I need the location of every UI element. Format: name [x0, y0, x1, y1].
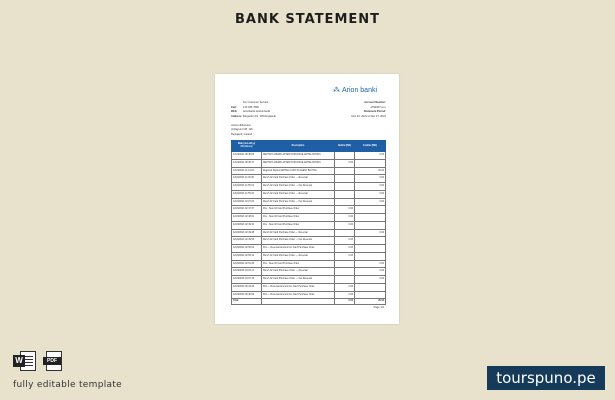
cell-date: 12/24/2021 02:49:53 [232, 237, 262, 245]
cell-description: DEPOSIT AWARD AFTER PURCHASE AIRTEL BONUS [262, 159, 335, 167]
table-row [232, 283, 386, 291]
cell-credit: 0.00 [355, 276, 386, 284]
cell-credit: 0.00 [355, 260, 386, 268]
cell-description: Merch 02 Card Purchase Order — Reversal [262, 175, 335, 183]
cell-credit: 0.00 [355, 190, 386, 198]
cell-description: Pos — Reversal Amount For Card Purchase Order [262, 283, 335, 291]
table-row [232, 260, 386, 268]
bank-logo-text: Arion banki [342, 87, 378, 94]
cell-credit [355, 245, 386, 253]
table-row [232, 276, 386, 284]
column-header-credits: Credits (ISK) [355, 141, 386, 152]
table-row [232, 268, 386, 276]
cell-description: Pos - New 02 Card Purchase Order [262, 206, 335, 214]
total-debit: 0.00 [335, 299, 355, 305]
table-row [232, 291, 386, 299]
cell-description: Regional Deposit AIRTEL CASH IN AGENT BUYING [262, 167, 335, 175]
table-row [232, 221, 386, 229]
cell-debit [335, 229, 355, 237]
customer-address [231, 124, 253, 137]
cell-description: Merch 02 Card Purchase Order — Reversal [262, 190, 335, 198]
cell-description: Pos - New 02 Card Purchase Order [262, 260, 335, 268]
cell-credit [355, 291, 386, 299]
word-file-icon: W [13, 350, 37, 372]
cell-debit [335, 276, 355, 284]
cell-date: 12/24/2021 02:50:02 [232, 245, 262, 253]
cell-credit: 20.00 [355, 167, 386, 175]
table-row [232, 167, 386, 175]
address-line: Reykjavík, Iceland [231, 132, 253, 136]
table-row [232, 175, 386, 183]
cell-debit [335, 167, 355, 175]
pdf-file-icon: PDF [43, 350, 63, 372]
cell-date: 12/24/2021 02:51:36 [232, 260, 262, 268]
cell-date: 12/24/2021 02:49:10 [232, 221, 262, 229]
cell-credit [355, 214, 386, 222]
cell-debit [335, 183, 355, 191]
table-total-row [232, 299, 386, 305]
table-row [232, 252, 386, 260]
cell-description: Pos — Reversal Amount For Card Purchase Order [262, 245, 335, 253]
bank-logo [333, 86, 377, 94]
cell-date: 12/24/2021 11:55:43 [232, 190, 262, 198]
account-info [352, 101, 386, 119]
cell-credit [355, 283, 386, 291]
cell-date: 12/24/2021 02:07:24 [232, 198, 262, 206]
cell-description: Merch 02 Card Purchase Order — Reversal [262, 229, 335, 237]
cell-date: 12/24/2021 11:55:24 [232, 183, 262, 191]
cell-date: 12/24/2021 03:04:17 [232, 268, 262, 276]
cell-date: 12/24/2021 11:49:30 [232, 175, 262, 183]
cell-description: DEPOSIT AWARD AFTER PURCHASE AIRTEL BONUS [262, 152, 335, 160]
cell-date: 12/24/2021 11:43:22 [232, 167, 262, 175]
table-row [232, 190, 386, 198]
statement-period-label: Statement Period: [363, 110, 386, 114]
cell-debit [335, 198, 355, 206]
cell-debit [335, 268, 355, 276]
cell-credit: 0.00 [355, 183, 386, 191]
cell-debit [335, 152, 355, 160]
editable-caption: fully editable template [13, 380, 122, 390]
cell-date: 12/24/2021 09:45:17 [232, 159, 262, 167]
cell-description: Pos - New 02 Card Purchase Order [262, 221, 335, 229]
transactions-body [232, 152, 386, 305]
table-row [232, 229, 386, 237]
account-number-label: Account Number: [364, 101, 386, 104]
cell-debit [335, 260, 355, 268]
cell-credit [355, 206, 386, 214]
bank-logo-icon: ⁂ [333, 87, 340, 94]
page-heading: BANK STATEMENT [234, 12, 381, 27]
cell-date: 12/24/2021 09:40:53 [232, 291, 262, 299]
cell-description: Pos — Reversal Amount For Card Purchase Order [262, 291, 335, 299]
table-row [232, 206, 386, 214]
file-format-icons [13, 350, 63, 372]
table-row [232, 152, 386, 160]
table-row [232, 159, 386, 167]
cell-credit: 0.00 [355, 175, 386, 183]
total-credit: 20.00 [355, 299, 386, 305]
column-header-date: Date (mm-dd-yy hh:mm:ss) [232, 141, 262, 152]
cell-description: Pos - New 02 Card Purchase Order [262, 214, 335, 222]
cell-date: 12/24/2021 02:48:04 [232, 214, 262, 222]
cell-credit: 0.00 [355, 229, 386, 237]
cell-debit: 0.00 [335, 214, 355, 222]
cell-description: Merch 02 Card Purchase Order — Net Reversal [262, 198, 335, 206]
column-header-debits: Debits (ISK) [335, 141, 355, 152]
cell-description: Merch 02 Card Purchase Order — Net Reversal [262, 183, 335, 191]
cell-description: Merch 02 Card Purchase Order — Net Reversal [262, 276, 335, 284]
cell-debit: 0.00 [335, 291, 355, 299]
statement-document [215, 74, 399, 324]
cell-description: Merch 02 Card Purchase Order — Net Reversal [262, 237, 335, 245]
info-row: Call: 123 456 7890 [231, 105, 259, 109]
cell-credit [355, 159, 386, 167]
cell-debit: 0.00 [335, 283, 355, 291]
cell-debit: 0.00 [335, 252, 355, 260]
cell-date: 12/24/2021 03:07:15 [232, 276, 262, 284]
cell-debit: 0.00 [335, 206, 355, 214]
table-row [232, 237, 386, 245]
table-row [232, 245, 386, 253]
brand-watermark: tourspuno.pe [487, 366, 605, 390]
table-row [232, 198, 386, 206]
total-spacer [262, 299, 335, 305]
address-line: Jörfagrund 38, 116 [231, 128, 253, 132]
info-row: For Customer Service: [243, 101, 269, 104]
cell-description: Merch 02 Card Purchase Order — Reversal [262, 252, 335, 260]
cell-debit [335, 190, 355, 198]
column-header-description: Description [262, 141, 335, 152]
cell-debit [335, 175, 355, 183]
cell-debit: 0.00 [335, 245, 355, 253]
cell-credit: 0.00 [355, 268, 386, 276]
transactions-table [231, 140, 386, 305]
total-label: Total [232, 299, 262, 305]
cell-credit [355, 252, 386, 260]
info-row: Address: Borgartún 19, 105 Reykjavík [231, 114, 276, 118]
cell-credit [355, 237, 386, 245]
cell-date: 12/24/2021 02:50:14 [232, 252, 262, 260]
customer-name: Jónas Hlíðarsson [231, 124, 252, 127]
account-number: 2792057•••••• [370, 105, 386, 109]
cell-date: 12/24/2021 09:19:25 [232, 283, 262, 291]
table-header-row [232, 141, 386, 152]
info-row: Web: arionbanki.is/arionbanki [231, 110, 271, 114]
cell-description: Merch 02 Card Purchase Order — Reversal [262, 268, 335, 276]
cell-date: 12/24/2021 02:49:48 [232, 229, 262, 237]
statement-period: Dec 24, 2021 to Dec 27, 2021 [351, 114, 386, 118]
cell-debit: 0.00 [335, 237, 355, 245]
cell-credit [355, 221, 386, 229]
page-number: Page 1/1 [373, 306, 384, 309]
table-row [232, 214, 386, 222]
cell-date: 12/24/2021 02:47:37 [232, 206, 262, 214]
cell-debit: 0.00 [335, 159, 355, 167]
cell-debit: 0.00 [335, 221, 355, 229]
cell-credit: 0.00 [355, 152, 386, 160]
cell-date: 12/24/2021 09:45:03 [232, 152, 262, 160]
cell-credit: 0.00 [355, 198, 386, 206]
table-row [232, 183, 386, 191]
customer-service-info [231, 101, 276, 119]
